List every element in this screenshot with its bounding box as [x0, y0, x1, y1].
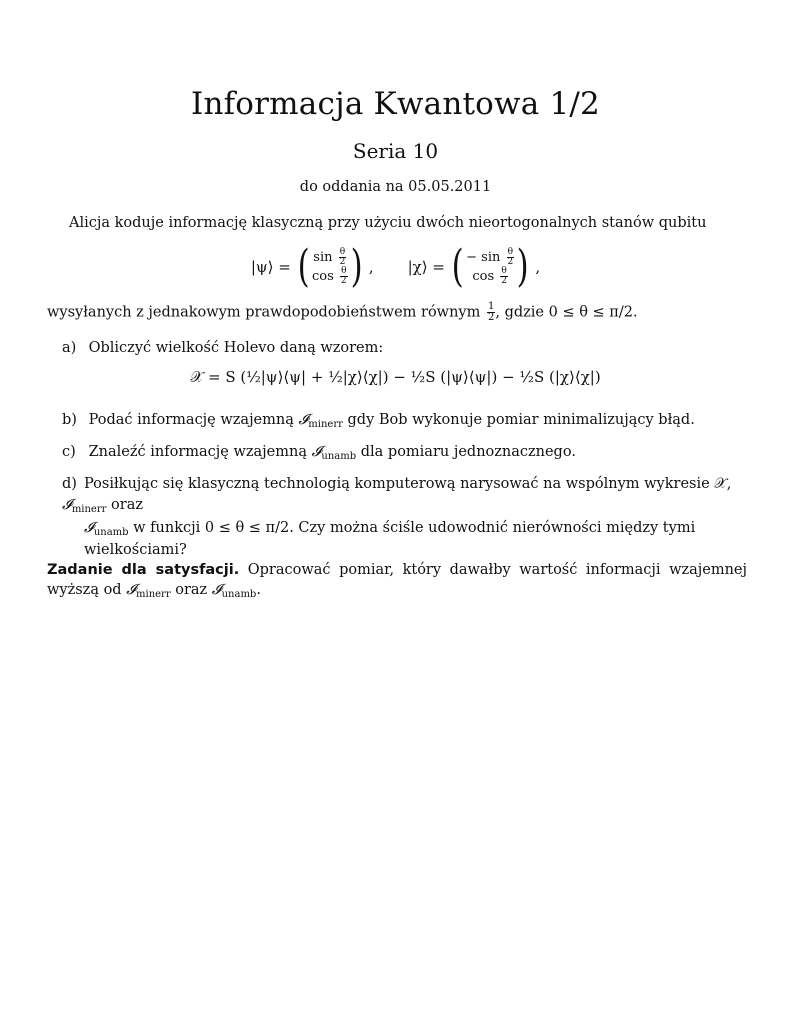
- task-a-text: Obliczyć wielkość Holevo daną wzorem:: [88, 340, 384, 356]
- intro-paragraph: Alicja koduje informację klasyczną przy użyciu dwóch nieortogonalnych stanów qubitu: [69, 215, 707, 231]
- task-a-label: a): [62, 340, 77, 356]
- series-subtitle: Seria 10: [352, 139, 439, 163]
- task-d: d) Posiłkując się klasyczną technologią komputerową narysować na wspólnym wykresie 𝒳, 𝓘$_{minerr}$ oraz 𝓘$_{unamb}$ w funkcji 0 ≤ θ ≤ π/2. Czy można ściśle udowodnić nierówności między tymi wielkościami?: [62, 476, 732, 559]
- psi-top-entry: sin: [313, 250, 333, 265]
- task-c-label: c): [62, 444, 76, 460]
- probability-sentence: wysyłanych z jednakowym prawdopodobieństwem równym $\frac{1}{2}$ , gdzie 0 ≤ θ ≤ π/2.: [47, 301, 638, 323]
- psi-bottom-entry: cos: [312, 269, 334, 284]
- bonus-text: Opracować pomiar, który dawałby wartość informacji wzajemnej wyższą od: [47, 562, 748, 599]
- task-c: c) Znaleźć informację wzajemną 𝓘$_{unamb}$ dla pomiaru jednoznacznego.: [62, 444, 576, 462]
- state-definitions: |ψ⟩ = ( sin $\frac{\theta}{2}$ cos $\frac{\theta}{2}$ ) , |χ⟩ = ( − sin $\frac{\theta}{2}$ cos $\frac{\theta}{2}$ ) ,: [250, 241, 541, 292]
- holevo-formula: 𝒳 = S (½|ψ⟩⟨ψ| + ½|χ⟩⟨χ|) − ½S (|ψ⟩⟨ψ|) − ½S (|χ⟩⟨χ|): [190, 368, 601, 386]
- task-b-label: b): [62, 412, 77, 428]
- task-a: [62, 338, 383, 359]
- due-date: do oddania na 05.05.2011: [299, 179, 492, 195]
- chi-top-entry: − sin: [466, 250, 501, 265]
- bonus-heading: Zadanie dla satysfacji.: [47, 562, 240, 578]
- chi-ket-label: |χ⟩ =: [407, 258, 445, 276]
- psi-vector: ( sin $\frac{\theta}{2}$ cos $\frac{\theta}{2}$ ): [297, 241, 363, 292]
- task-b: b) Podać informację wzajemną 𝓘$_{minerr}$ gdy Bob wykonuje pomiar minimalizujący błąd.: [62, 412, 695, 430]
- bonus-task: Zadanie dla satysfacji. Opracować pomiar, który dawałby wartość informacji wzajemnej wyższą od 𝓘$_{minerr}$ oraz 𝓘$_{unamb}$.: [47, 562, 748, 601]
- chi-vector: ( − sin $\frac{\theta}{2}$ cos $\frac{\theta}{2}$ ): [451, 241, 529, 292]
- task-d-label: d): [62, 476, 77, 492]
- chi-bottom-entry: cos: [472, 269, 495, 284]
- document-title: Informacja Kwantowa 1/2: [191, 86, 600, 122]
- psi-ket-label: |ψ⟩ =: [250, 258, 291, 276]
